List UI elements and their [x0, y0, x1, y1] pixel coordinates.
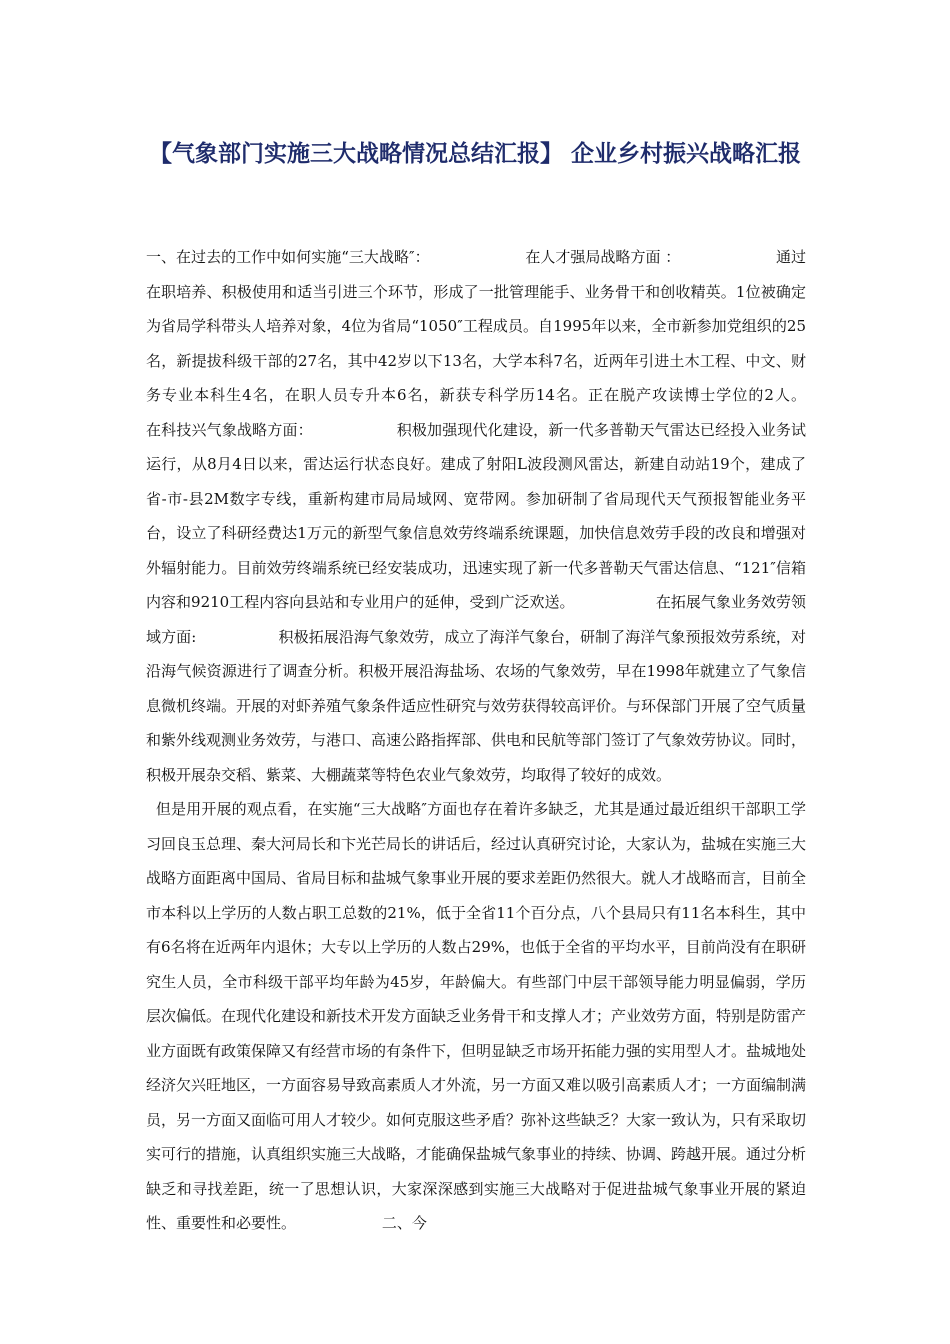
body-paragraph — [146, 792, 806, 1241]
paragraph-text: 一、在过去的工作中如何实施“三大战略″： 在人才强局战略方面 ： 通过在职培养、积极使用和适当引进三个环节，形成了一批管理能手、业务骨干和创收精英。1位被确定为省局学科带头人培养对象，4位为省局“1050″工程成员。自1995年以来，全市新参加党组织的25名，新提拔科级干部的27名，其中42岁以下13名，大学本科7名，近两年引进土木工程、中文、财务专业本科生4名，在职人员专升本6名，新获专科学历14名。正在脱产攻读博士学位的2人。 在科技兴气象战略方面： 积极加强现代化建设，新一代多普勒天气雷达已经投入业务试运行，从8月4日以来，雷达运行状态良好。建成了射阳L波段测风雷达，新建自动站19个，建成了省-市-县2M数字专线，重新构建市局局域网、宽带网。参加研制了省局现代天气预报智能业务平台，设立了科研经费达1万元的新型气象信息效劳终端系统课题，加快信息效劳手段的改良和增强对外辐射能力。目前效劳终端系统已经安装成功，迅速实现了新一代多普勒天气雷达信息、“121″信箱内容和9210工程内容向县站和专业用户的延伸，受到广泛欢送。 在拓展气象业务效劳领域方面: 积极拓展沿海气象效劳，成立了海洋气象台，研制了海洋气象预报效劳系统，对沿海气候资源进行了调查分析。积极开展沿海盐场、农场的气象效劳，早在1998年就建立了气象信息微机终端。开展的对虾养殖气象条件适应性研究与效劳获得较高评价。与环保部门开展了空气质量和紫外线观测业务效劳，与港口、高速公路指挥部、供电和民航等部门签订了气象效劳协议。同时，积极开展杂交稻、紫菜、大棚蔬菜等特色农业气象效劳，均取得了较好的成效。 — [146, 248, 888, 784]
document-title: 【气象部门实施三大战略情况总结汇报】 企业乡村振兴战略汇报 — [148, 141, 801, 167]
paragraph-text: 但是用开展的观点看，在实施“三大战略″方面也存在着许多缺乏，尤其是通过最近组织干部职工学习回良玉总理、秦大河局长和卞光芒局长的讲话后，经过认真研究讨论，大家认为，盐城在实施三大战略方面距离中国局、省局目标和盐城气象事业开展的要求差距仍然很大。就人才战略而言，目前全市本科以上学历的人数占职工总数的21%，低于全省11个百分点，八个县局只有11名本科生，其中有6名将在近两年内退休；大专以上学历的人数占29%，也低于全省的平均水平，目前尚没有在职研究生人员，全市科级干部平均年龄为45岁，年龄偏大。有些部门中层干部领导能力明显偏弱，学历层次偏低。在现代化建设和新技术开发方面缺乏业务骨干和支撑人才；产业效劳方面，特别是防雷产业方面既有政策保障又有经营市场的有条件下，但明显缺乏市场开拓能力强的实用型人才。盐城地处经济欠兴旺地区，一方面容易导致高素质人才外流，另一方面又难以吸引高素质人才；一方面编制满员，另一方面又面临可用人才较少。如何克服这些矛盾？弥补这些缺乏？大家一致认为，只有采取切实可行的措施，认真组织实施三大战略，才能确保盐城气象事业的持续、协调、跨越开展。通过分析缺乏和寻找差距，统一了思想认识，大家深深感到实施三大战略对于促进盐城气象事业开展的紧迫性、重要性和必要性。 二、今 — [146, 800, 807, 1232]
document-body — [146, 240, 888, 1241]
body-paragraph — [146, 240, 888, 792]
